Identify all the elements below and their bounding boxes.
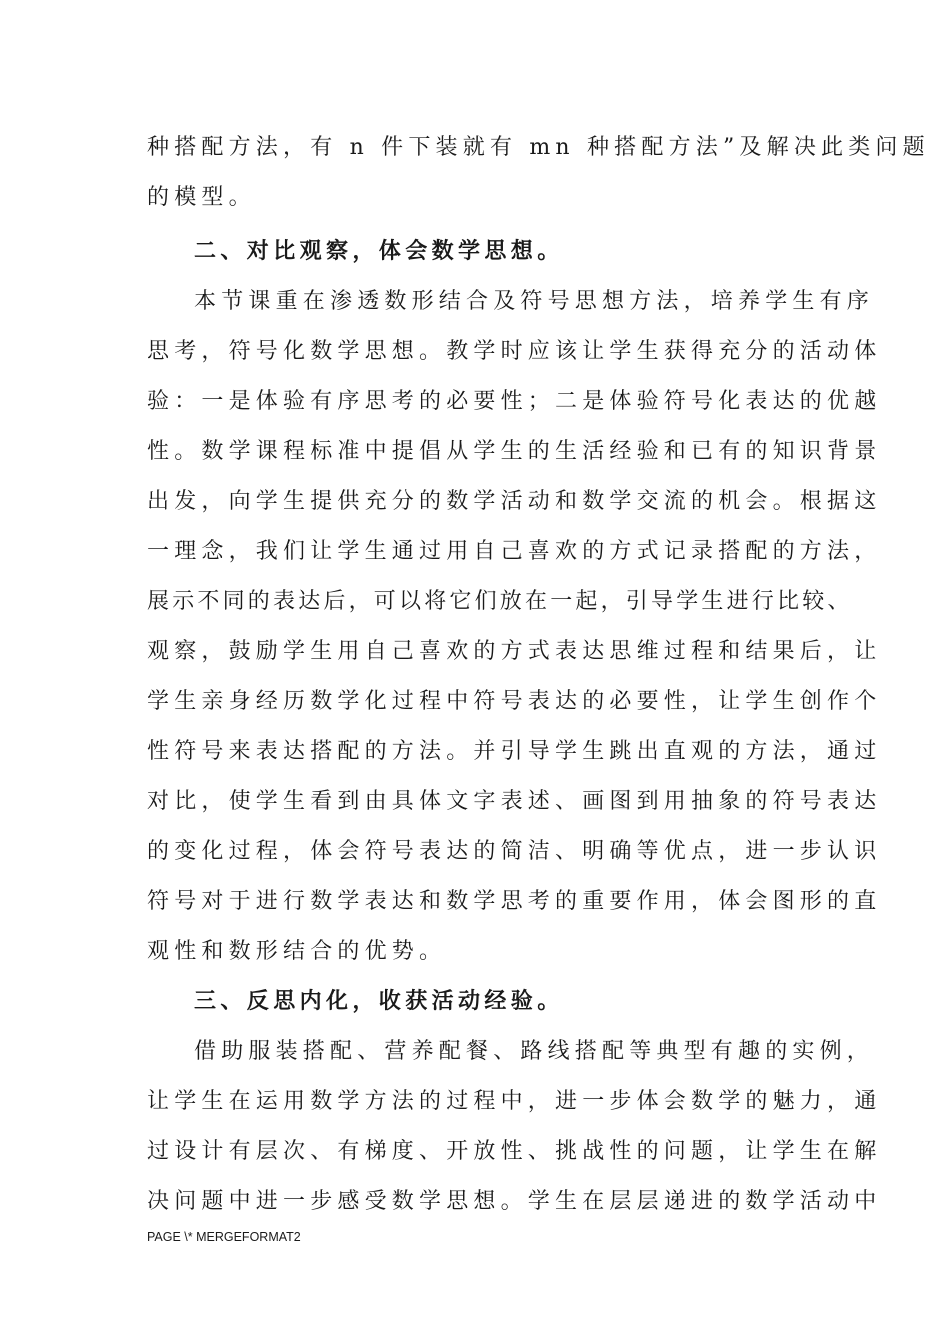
text-line: 性符号来表达搭配的方法。并引导学生跳出直观的方法，通过: [147, 739, 882, 764]
text-line: 的变化过程，体会符号表达的简洁、明确等优点，进一步认识: [147, 839, 882, 864]
text-line: 观察，鼓励学生用自己喜欢的方式表达思维过程和结果后，让: [147, 639, 882, 664]
text-line: 让学生在运用数学方法的过程中，进一步体会数学的魅力，通: [147, 1089, 882, 1114]
text-line: 观性和数形结合的优势。: [147, 939, 447, 964]
text-line: 思考，符号化数学思想。教学时应该让学生获得充分的活动体: [147, 339, 882, 364]
text-line: 验：一是体验有序思考的必要性；二是体验符号化表达的优越: [147, 389, 882, 414]
text-line: 本节课重在渗透数形结合及符号思想方法，培养学生有序: [194, 289, 875, 314]
section-heading-3: 三、反思内化，收获活动经验。: [194, 989, 564, 1014]
text-line: 学生亲身经历数学化过程中符号表达的必要性，让学生创作个: [147, 689, 882, 714]
text-line: 对比，使学生看到由具体文字表述、画图到用抽象的符号表达: [147, 789, 882, 814]
text-line: 展示不同的表达后，可以将它们放在一起，引导学生进行比较、: [147, 589, 853, 614]
text-line: 过设计有层次、有梯度、开放性、挑战性的问题，让学生在解: [147, 1139, 882, 1164]
text-line: 出发，向学生提供充分的数学活动和数学交流的机会。根据这: [147, 489, 882, 514]
text-line: 性。数学课程标准中提倡从学生的生活经验和已有的知识背景: [147, 439, 882, 464]
text-line: 种搭配方法，有 n 件下装就有 mn 种搭配方法”及解决此类问题: [147, 135, 930, 160]
text-line: 一理念，我们让学生通过用自己喜欢的方式记录搭配的方法，: [147, 539, 882, 564]
page-footer: PAGE \* MERGEFORMAT2: [147, 1230, 301, 1244]
text-line: 借助服装搭配、营养配餐、路线搭配等典型有趣的实例，: [194, 1039, 875, 1064]
text-line: 决问题中进一步感受数学思想。学生在层层递进的数学活动中: [147, 1189, 882, 1214]
text-line: 的模型。: [147, 185, 256, 210]
text-line: 符号对于进行数学表达和数学思考的重要作用，体会图形的直: [147, 889, 882, 914]
section-heading-2: 二、对比观察，体会数学思想。: [194, 239, 564, 264]
